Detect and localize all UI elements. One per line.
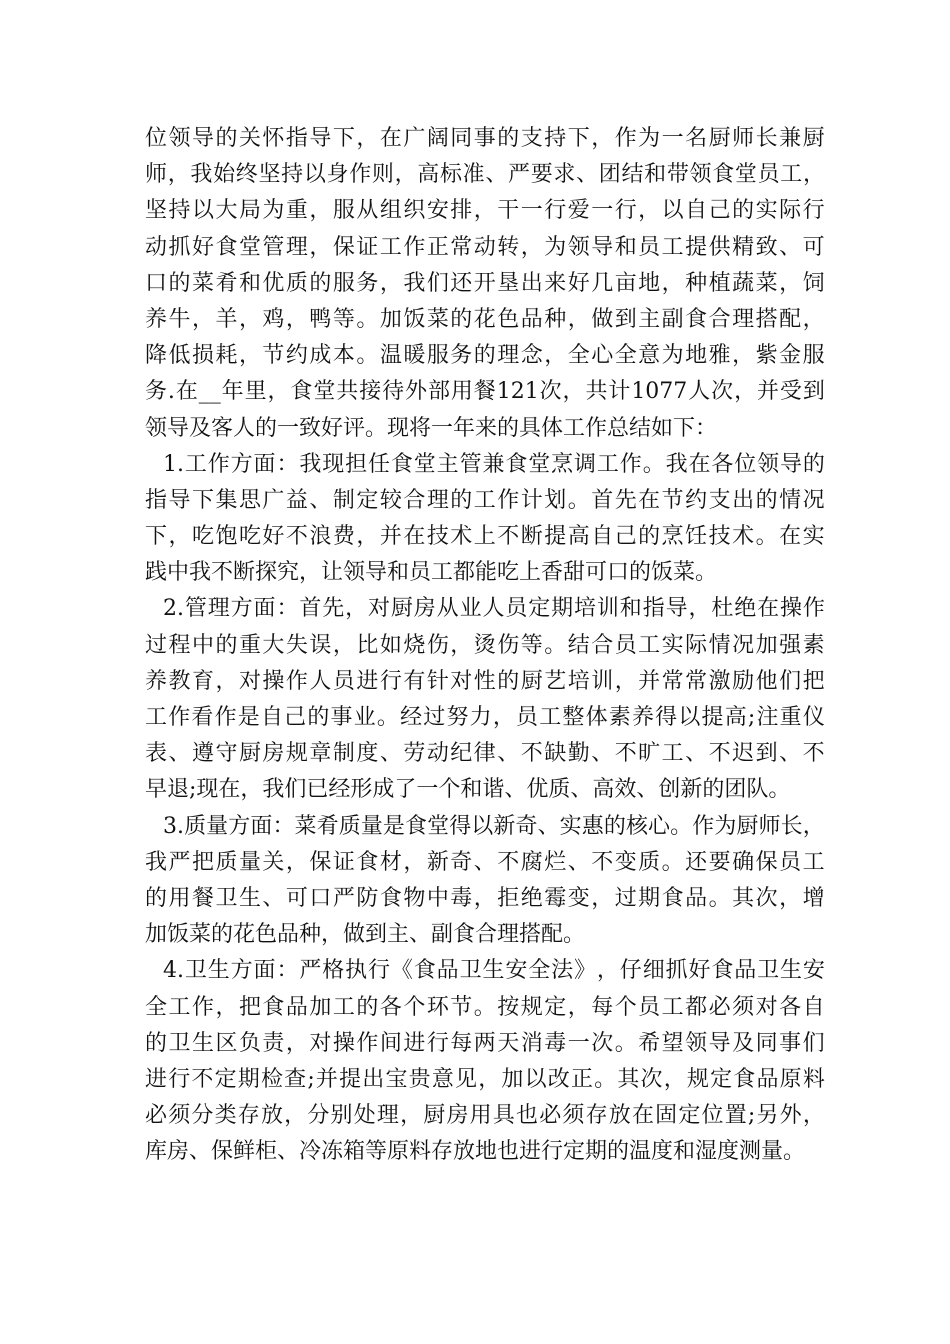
text-line: 口 的 菜 肴 和 优 质 的 服 务 ， 我 们 还 开 垦 出 来 好 几 亩 地 ， 种 植 蔬 菜 ， 饲: [145, 270, 825, 296]
text-line: 工 作 看 作 是 自 己 的 事 业 。 经 过 努 力 ， 员 工 整 体 素 养 得 以 提 高 ; 注 重 仪: [145, 705, 825, 730]
text-line: 我 严 把 质 量 关 ， 保 证 食 材 ， 新 奇 、 不 腐 烂 、 不 变 质 。 还 要 确 保 员 工: [145, 849, 825, 875]
text-line: 师 ， 我 始 终 坚 持 以 身 作 则 ， 高 标 准 、 严 要 求 、 团 结 和 带 领 食 堂 员 工 ，: [145, 162, 825, 188]
text-line: 必 须 分 类 存 放 ， 分 别 处 理 ， 厨 房 用 具 也 必 须 存 放 在 固 定 位 置 ; 另 外 ，: [145, 1103, 825, 1129]
text-line: 务 . 在 __ 年 里 ， 食 堂 共 接 待 外 部 用 餐 121 次 ， 共 计 1077 人 次 ， 并 受 到: [145, 379, 825, 405]
text-line: 全 工 作 ， 把 食 品 加 工 的 各 个 环 节 。 按 规 定 ， 每 个 员 工 都 必 须 对 各 自: [145, 994, 825, 1020]
text-line: 动 抓 好 食 堂 管 理 ， 保 证 工 作 正 常 动 转 ， 为 领 导 和 员 工 提 供 精 致 、 可: [145, 234, 825, 260]
text-line: 1. 工 作 方 面 ： 我 现 担 任 食 堂 主 管 兼 食 堂 烹 调 工 作 。 我 在 各 位 领 导 的: [163, 451, 825, 477]
text-line: 下 ， 吃 饱 吃 好 不 浪 费 ， 并 在 技 术 上 不 断 提 高 自 己 的 烹 饪 技 术 。 在 实: [145, 524, 825, 550]
text-line: 降 低 损 耗 ， 节 约 成 本 。 温 暖 服 务 的 理 念 ， 全 心 全 意 为 地 雅 ， 紫 金 服: [145, 343, 825, 369]
text-line: 坚 持 以 大 局 为 重 ， 服 从 组 织 安 排 ， 干 一 行 爱 一 行 ， 以 自 己 的 实 际 行: [145, 198, 825, 224]
text-line: 3. 质 量 方 面 ： 菜 肴 质 量 是 食 堂 得 以 新 奇 、 实 惠 的 核 心 。 作 为 厨 师 长 ，: [163, 813, 825, 839]
text-line: 领导及客人的一致好评。现将一年来的具体工作总结如下：: [145, 415, 718, 441]
text-line: 2. 管 理 方 面 ： 首 先 ， 对 厨 房 从 业 人 员 定 期 培 训 和 指 导 ， 杜 绝 在 操 作: [163, 596, 825, 622]
text-line: 过 程 中 的 重 大 失 误 ， 比 如 烧 伤 ， 烫 伤 等 。 结 合 员 工 实 际 情 况 加 强 素: [145, 632, 825, 658]
text-line: 的 用 餐 卫 生 、 可 口 严 防 食 物 中 毒 ， 拒 绝 霉 变 ， 过 期 食 品 。 其 次 ， 增: [145, 885, 825, 911]
text-line: 的 卫 生 区 负 责 ， 对 操 作 间 进 行 每 两 天 消 毒 一 次 。 希 望 领 导 及 同 事 们: [145, 1030, 825, 1056]
text-line: 指 导 下 集 思 广 益 、 制 定 较 合 理 的 工 作 计 划 。 首 先 在 节 约 支 出 的 情 况: [145, 487, 825, 513]
text-line: 养 教 育 ， 对 操 作 人 员 进 行 有 针 对 性 的 厨 艺 培 训 ， 并 常 常 激 励 他 们 把: [145, 668, 825, 694]
text-line: 位 领 导 的 关 怀 指 导 下 ， 在 广 阔 同 事 的 支 持 下 ， 作 为 一 名 厨 师 长 兼 厨: [145, 126, 825, 151]
text-line: 养 牛 ， 羊 ， 鸡 ， 鸭 等 。 加 饭 菜 的 花 色 品 种 ， 做 到 主 副 食 合 理 搭 配 ，: [145, 306, 825, 332]
text-line: 进 行 不 定 期 检 查 ; 并 提 出 宝 贵 意 见 ， 加 以 改 正 。 其 次 ， 规 定 食 品 原 料: [145, 1066, 825, 1092]
document-body: [145, 121, 825, 1170]
text-line: 践中我不断探究，让领导和员工都能吃上香甜可口的饭菜。: [145, 560, 718, 586]
text-line: 早退;现在，我们已经形成了一个和谐、优质、高效、创新的团队。: [145, 777, 791, 803]
text-line: 加饭菜的花色品种，做到主、副食合理搭配。: [145, 922, 586, 948]
text-line: 表 、 遵 守 厨 房 规 章 制 度 、 劳 动 纪 律 、 不 缺 勤 、 不 旷 工 、 不 迟 到 、 不: [145, 741, 825, 767]
text-line: 4. 卫 生 方 面 ： 严 格 执 行 《 食 品 卫 生 安 全 法 》 ， 仔 细 抓 好 食 品 卫 生 安: [163, 958, 825, 984]
text-line: 库房、保鲜柜、冷冻箱等原料存放地也进行定期的温度和湿度测量。: [145, 1139, 806, 1165]
